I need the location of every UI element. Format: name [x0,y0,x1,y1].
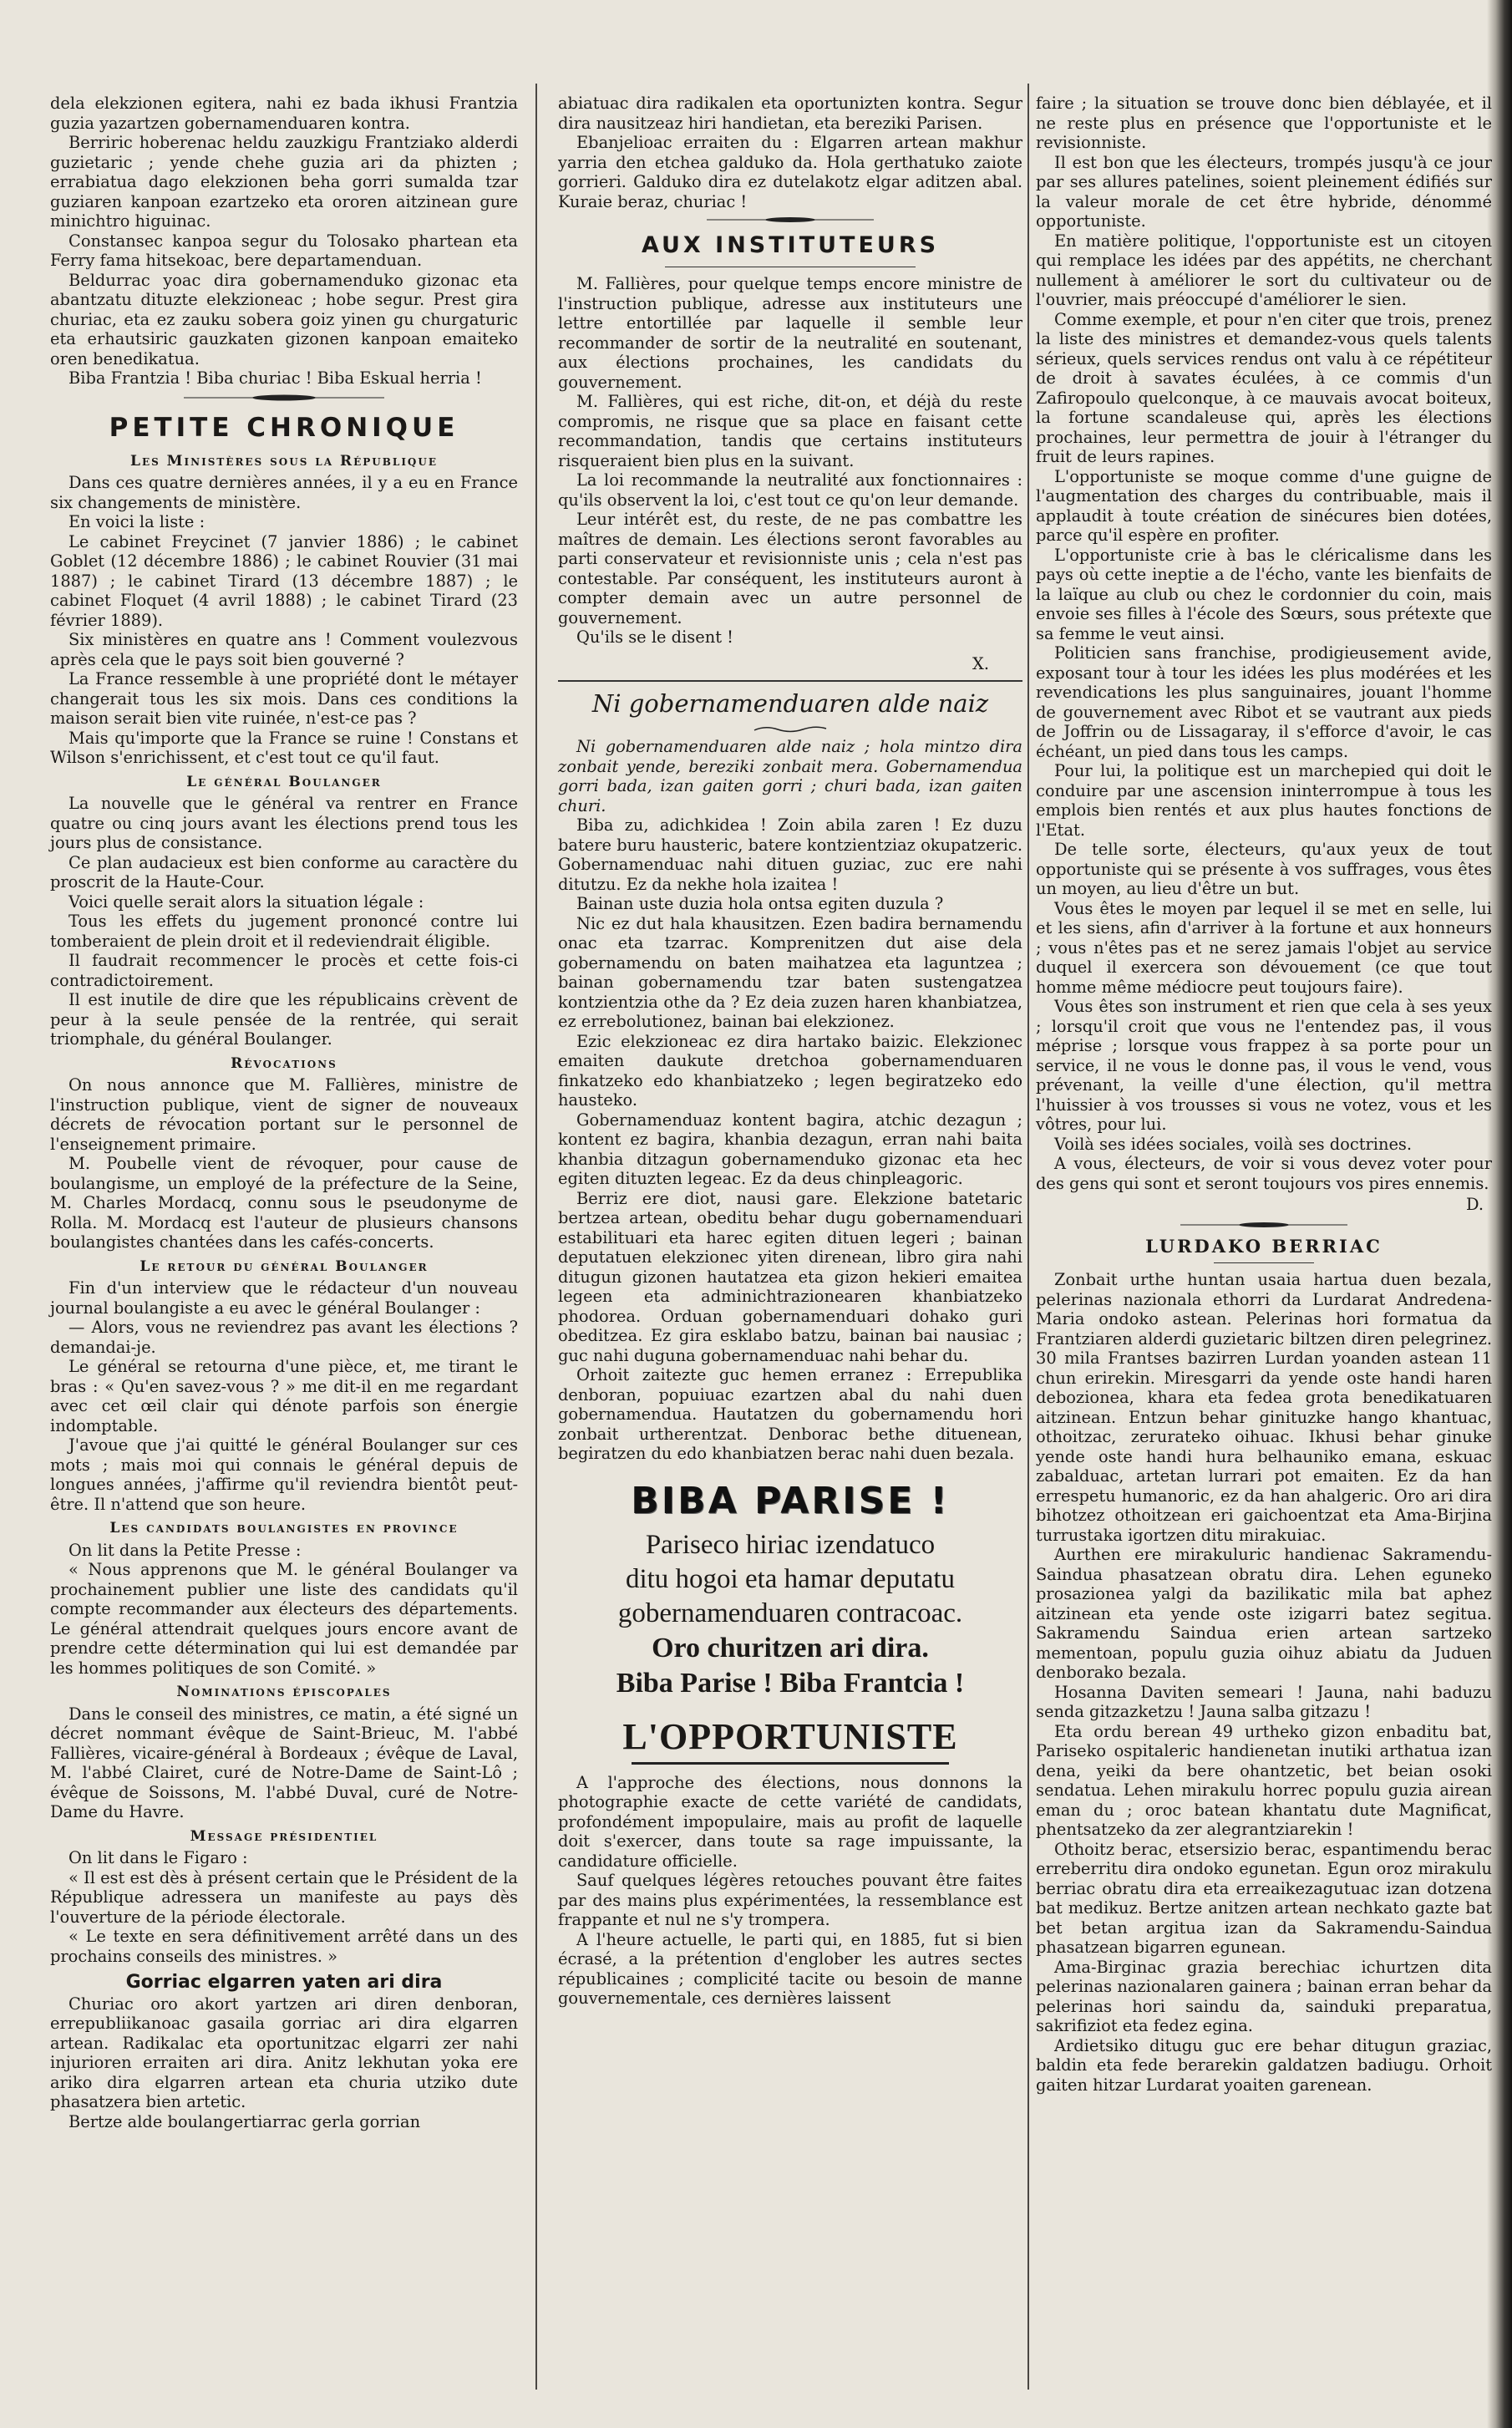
signature: D. [1465,1195,1484,1214]
column-rule [535,84,537,2390]
paragraph: On lit dans la Petite Presse : [68,1540,302,1560]
section-title-opportuniste: L'OPPORTUNISTE [622,1715,958,1757]
paragraph: Orhoit zaitezte guc hemen erranez : Errepublika denboran, popuiuac ezartzen abal du nahi duen gobernamendua. Hautatzen du gobernamendu hori zonbait urtherentzat. Denborac bethe dituenean, begiratzen du edo khanbiatzen berac nahi duen bezala. [558,1365,1022,1463]
paragraph: A vous, électeurs, de voir si vous devez voter pour des gens qui sont et seront toujours vos pires ennemis. [1036,1154,1492,1193]
paragraph: M. Poubelle vient de révoquer, pour cause de boulangisme, un employé de la préfecture de la Seine, M. Charles Mordacq, connu sous le pseudonyme de Rolla. M. Mordacq est l'auteur de plusieurs chansons boulangistes chantées dans les cafés-concerts. [50,1154,518,1252]
paragraph: A l'heure actuelle, le parti qui, en 1885, fut si bien écrasé, a la prétention d'englober les autres sectes républicaines ; complicité tacite ou besoin de manne gouvernementale, ces dernières laissent [558,1929,1022,2008]
paragraph: Leur intérêt est, du reste, de ne pas combattre les maîtres de demain. Les élections seront favorables au parti conservateur et revisionniste unis ; cela n'est pas contestable. Par conséquent, les instituteurs auront à compter demain avec un autre personnel de gouvernement. [558,510,1022,627]
paragraph: Le cabinet Freycinet (7 janvier 1886) ; le cabinet Goblet (12 décembre 1886) ; le cabinet Rouvier (31 mai 1887) ; le cabinet Tirard (13 décembre 1887) ; le cabinet Floquet (4 avril 1888) ; le cabinet Tirard (23 février 1889). [50,531,518,630]
paragraph: Politicien sans franchise, prodigieusement avide, exposant tour à tour les idées les plus modérées et les revendications les plus sanguinaires, jouant l'homme de gouvernement avec Ribot et se vautrant aux pieds de Joffrin ou de Lissagaray, il s'efforce d'avoir, le cas échéant, un pied dans tous les camps. [1036,643,1492,761]
paragraph: Tous les effets du jugement prononcé contre lui tomberaient de plein droit et il redeviendrait éligible. [50,912,518,951]
paragraph: Comme exemple, et pour n'en citer que trois, prenez la liste des ministres et demandez-vous quels talents sérieux, quels services rendus ont valu à ce répétiteur de droit à savates éculées, à ce commis d'un Zafiropoulo quelconque, à ce mauvais avocat boiteux, la fortune scandaleuse qui, après les élections prochaines, leur permettra de jouir à l'étranger du fruit de leurs rapines. [1036,309,1492,466]
paragraph: Berriz ere diot, nausi gare. Elekzione batetaric bertzea artean, obeditu behar dugu gobernamenduari estabilituari eta harec egiten dituen legeri ; bainan deputatuen elekzionec yiten direnean, libro gira nahi ditugun gizonen hautatzea eta gizon hekieri emaitea legeen eta adminichtrazionearen khanbiatzeko phodorea. Orduan gobernamenduari dohako guri obeditzea. Ez gira esklabo batzu, bainan bai nausiac ; guc nahi duguna gobernamenduac nahi behar du. [558,1188,1022,1365]
paragraph: On nous annonce que M. Fallières, ministre de l'instruction publique, vient de signer de nouveaux décrets de révocation portant sur le personnel de l'enseignement primaire. [50,1075,518,1154]
paragraph: Qu'ils se le disent ! [576,627,733,647]
subheading: Message présidentiel [190,1827,378,1845]
paragraph: Voilà ses idées sociales, voilà ses doctrines. [1054,1134,1413,1154]
divider [558,680,1022,682]
paragraph: « Nous apprenons que M. le général Boulanger va prochainement publier une liste des candidats qu'il compte recommander aux électeurs des départements. Le général attendrait quelques jours encore avant de prendre cette détermination qui lui est demandée par les hommes politiques de son Comité. » [50,1560,518,1678]
signature: X. [972,653,989,673]
paragraph: Vous êtes le moyen par lequel il se met en selle, lui et les siens, afin d'arriver à la fortune et aux honneurs ; vous n'êtes pas et ne serez jamais l'objet au service duquel il exercera son dévouement (ce que tout homme même médiocre peut toujours faire). [1036,898,1492,997]
paragraph: Biba Frantzia ! Biba churiac ! Biba Eskual herria ! [68,368,482,388]
paragraph: L'opportuniste se moque comme d'une guigne de l'augmentation des charges du contribuable, mais il applaudit à toute création de sinécures bien dotées, parce qu'il espère en profiter. [1036,466,1492,545]
paragraph: M. Fallières, pour quelque temps encore ministre de l'instruction publique, adresse aux instituteurs une lettre entortillée par laquelle il semble leur recommander de sortir de la neutralité en soutenant, aux élections prochaines, les candidats du gouvernement. [558,274,1022,392]
paragraph: On lit dans le Figaro : [68,1848,248,1867]
biba-parise-banner: BIBA PARISE ! [631,1479,950,1522]
paragraph: Hosanna Daviten semeari ! Jauna, nahi baduzu senda gitzazketzu ! Jauna salba gitzazu ! [1036,1682,1492,1721]
ornamental-rule [707,215,874,225]
paragraph: Constansec kanpoa segur du Tolosako phartean eta Ferry fama hitsekoac, bere departamenduan. [50,231,518,270]
paragraph: Six ministères en quatre ans ! Comment voulezvous après cela que le pays soit bien gouverné ? [50,630,518,669]
tilde-ornament [753,725,828,734]
paragraph: De telle sorte, électeurs, qu'aux yeux de tout opportuniste qui se présente à vos suffrages, vous êtes un moyen, au lieu d'être un but. [1036,840,1492,898]
paragraph: L'opportuniste crie à bas le cléricalisme dans les pays où cette ineptie a de l'écho, vante les bienfaits de la laïque au club ou chez le cordonnier du coin, mais envoie ses filles à l'école des Sœurs, sous prétexte que sa femme le veut ainsi. [1036,545,1492,643]
paragraph: Il est inutile de dire que les républicains crèvent de peur à la seule pensée de la rentrée, qui serait triomphale, du général Boulanger. [50,990,518,1049]
paragraph: dela elekzionen egitera, nahi ez bada ikhusi Frantzia guzia yazartzen gobernamenduaren kontra. [50,94,518,133]
column-rule [1027,84,1029,2390]
article-title-gorriac: Gorriac elgarren yaten ari dira [125,1972,443,1993]
paragraph: Beldurrac yoac dira gobernamenduko gizonac eta abantzatu dituzte elekzioneac ; hobe segur. Prest gira churiac, eta ez zauku sobera goiz yinen gu churgaturic eta erhautsiric gauzkaten gizonen kanpoan emaiteko oren benedikatua. [50,270,518,368]
subheading: Le retour du général Boulanger [140,1257,429,1275]
title-underline [632,1762,949,1765]
notice-line: gobernamenduaren contracoac. [617,1598,963,1628]
notice-line: Oro churitzen ari dira. [652,1632,929,1664]
paragraph: « Le texte en sera définitivement arrêté dans un des prochains conseils des ministres. » [50,1927,518,1966]
subheading: Le général Boulanger [186,773,382,790]
column-3 [1036,94,1492,2095]
ornamental-rule [1180,1220,1347,1230]
subheading: Nominations épiscopales [176,1684,392,1700]
paragraph: En matière politique, l'opportuniste est un citoyen qui remplace les idées par des appétits, ne cherchant nullement à améliorer le sort du cultivateur ou de l'ouvrier, mais préoccupé d'améliorer le sien. [1036,231,1492,309]
paragraph: Berriric hoberenac heldu zauzkigu Frantziako alderdi guzietaric ; yende chehe guzia ari da phizten ; errabiatua dago elekzionen beha gorri sumalda tzar guziaren kanpoan ezartzeko eta ororen aitzinean gure minichtro higuinac. [50,133,518,231]
paragraph: Il faudrait recommencer le procès et cette fois-ci contradictoirement. [50,951,518,990]
section-title-petite-chronique: PETITE CHRONIQUE [109,412,459,443]
paragraph: Bertze alde boulangertiarrac gerla gorrian [68,2111,421,2131]
paragraph: Ni gobernamenduaren alde naiz ; hola mintzo dira zonbait yende, bereziki zonbait mera. Gobernamendua gorri bada, izan gaiten gorri ; churi bada, izan gaiten churi. [558,737,1022,815]
divider [1214,1262,1314,1263]
paragraph: Aurthen ere mirakuluric handienac Sakramendu-Saindua phasatzean obratu dira. Lehen eguneko prosazionea yalgi da bazilikatic mila bat aphez aitzinean eta yende oste izigarri batez segitua. Sakramendu Saindua erien artean sartzeko mementoan, populu guzia oihuz abiatu da Juduen denborako bezala. [1036,1545,1492,1682]
paragraph: Ama-Birginac grazia berechiac ichurtzen dita pelerinas nazionalaren gainera ; bainan erran behar da pelerinas hori saindu da, sainduki preparatua, sakrifiziot eta fedez egina. [1036,1957,1492,2035]
notice-line: Biba Parise ! Biba Frantcia ! [616,1667,965,1699]
paragraph: Sauf quelques légères retouches pouvant être faites par des mains plus expérimentées, la ressemblance est frappante et nul ne s'y trompera. [558,1871,1022,1929]
section-title-lurdako: LURDAKO BERRIAC [1145,1235,1383,1257]
paragraph: « Il est est dès à présent certain que le Président de la République adressera un manifeste au pays dès l'ouverture de la période électorale. [50,1867,518,1927]
paragraph: Zonbait urthe huntan usaia hartua duen bezala, pelerinas nazionala ethorri da Lurdarat Andredena-Maria ondoko astean. Pelerinas hori formatua da Frantziaren alderdi guzietaric biltzen diren pelegrinez. 30 mila Frantses bazirren Lurdan yoanden astean 11 chun erirekin. Miresgarri da yende oste handi haren debozionea, khara eta fedea grota benedikatuaren aitzinean. Entzun behar ginituzke hango khantuac, othoitzac, zerurateko oihuac. Ikhusi behar ginuke yende oste handi hura belhauniko emana, eskuac zabalduac, artetan lurrari pot emaiten. Ez da han errespetu humanoric, ez da han ahalgeric. Oro ari dira bihotzez othoitzean eri gaichoentzat eta Ama-Birjina turrustaka igortzen ditu mirakuiac. [1036,1270,1492,1545]
paragraph: A l'approche des élections, nous donnons la photographie exacte de cette variété de candidats, profondément impopulaire, mais au profit de laquelle doit s'exercer, dans toute sa rage impuissante, la candidature officielle. [558,1772,1022,1871]
notice-line: ditu hogoi eta hamar deputatu [625,1563,956,1594]
paragraph: En voici la liste : [68,512,205,531]
paragraph: La nouvelle que le général va rentrer en France quatre ou cinq jours avant les élections prend tous les jours plus de consistance. [50,794,518,852]
paragraph: Eta ordu berean 49 urtheko gizon enbaditu bat, Pariseko ospitaleric handienetan inutiki arthatua izan dena, yeiki da bere ohantzetic, bet beian osoki sendatua. Lehen mirakulu horrec populu guzia airean eman du ; oroc batean khantatu dute Magnificat, phentsatzeko da zer alegrantziarekin ! [1036,1721,1492,1839]
notice-line: Pariseco hiriac izendatuco [645,1529,936,1560]
paragraph: Vous êtes son instrument et rien que cela à ses yeux ; lorsqu'il croit que vous ne l'entendez pas, il vous méprise ; lorsque vous frappez à sa porte pour un service, il ne vous le donne pas, il vous le vend, vous prévenant, la veille d'une élection, qu'il mettra l'huissier à vos trousses si vous ne votez, vous et les vôtres, pour lui. [1036,997,1492,1134]
paragraph: Ardietsiko ditugu guc ere behar ditugun graziac, baldin eta fede berarekin galdatzen badiugu. Orhoit gaiten hitzar Lurdarat yoaiten garenean. [1036,2035,1492,2095]
paragraph: Mais qu'importe que la France se ruine ! Constans et Wilson s'enrichissent, et c'est tout ce qu'il faut. [50,728,518,767]
paragraph: Voici quelle serait alors la situation légale : [68,891,424,912]
paragraph: Dans le conseil des ministres, ce matin, a été signé un décret nommant évêque de Saint-Brieuc, M. l'abbé Fallières, vicaire-général à Bordeaux ; évêque de Laval, M. l'abbé Clairet, curé de Notre-Dame de Saint-Lô ; évêque de Soissons, M. l'abbé Duval, curé de Notre-Dame du Havre. [50,1704,518,1821]
paragraph: Fin d'un interview que le rédacteur d'un nouveau journal boulangiste a eu avec le général Boulanger : [50,1278,518,1318]
paragraph: Ebanjelioac erraiten du : Elgarren artean makhur yarria den etchea galduko da. Hola gerthatuko zaiote gorrieri. Galduko dira ez dutelakotz elgar aditzen abal. Kuraie beraz, churiac ! [558,133,1022,211]
paragraph: Il est bon que les électeurs, trompés jusqu'à ce jour par ses allures patelines, soient pleinement édifiés sur la valeur morale de cet être hybride, dénommé opportuniste. [1036,152,1492,231]
paragraph: Bainan uste duzia hola ontsa egiten duzula ? [576,894,944,913]
subheading: Les Ministères sous la République [130,452,438,470]
section-title-instituteurs: AUX INSTITUTEURS [641,232,940,258]
paragraph: Nic ez dut hala khausitzen. Ezen badira bernamendu onac eta tzarrac. Komprenitzen dut aise dela gobernamendu on baten maihatzea eta laguntzea ; bainan gobernamendu tzar baten sustengatzea kontzientzia othe da ? Ez deia zuzen haren khanbiatzea, ez errebolutionez, bainan bai elekzionez. [558,913,1022,1031]
paragraph: Ezic elekzioneac ez dira hartako baizic. Elekzionec emaiten daukute dretchoa gobernamenduaren finkatzeko edo khanbiatzeko ; legen begiratzeko edo hausteko. [558,1031,1022,1110]
paragraph: — Alors, vous ne reviendrez pas avant les élections ? demandai-je. [50,1318,518,1357]
paragraph: Ce plan audacieux est bien conforme au caractère du proscrit de la Haute-Cour. [50,852,518,891]
subheading: Les candidats boulangistes en province [109,1520,459,1537]
column-2 [558,94,1022,2009]
paragraph: abiatuac dira radikalen eta oportunizten kontra. Segur dira nausitzeaz hiri handietan, eta bereziki Parisen. [558,94,1022,133]
paragraph: Pour lui, la politique est un marchepied qui doit le conduire par une ascension ininterrompue à tous les emplois bien rentés et aux plus hautes fonctions de l'Etat. [1036,761,1492,840]
paragraph: Churiac oro akort yartzen ari diren denboran, errepubliikanoac gasaila gorriac ari dira elgarren artean. Radikalac eta oportunitzac elgarri zer nahi injurioren erraiten ari dira. Anitz lekhutan yoka ere ariko dira elgarren artean eta churia utziko dute phasatzera bien artetic. [50,1994,518,2111]
ornamental-rule [184,392,384,404]
paragraph: Gobernamenduaz kontent bagira, atchic dezagun ; kontent ez bagira, khanbia dezagun, erran nahi baita khanbia ditzagun gobernamenduko gizonac eta hec egiten dituzten legeac. Ez da deus chinpleagoric. [558,1110,1022,1188]
article-title-ni-gober: Ni gobernamenduaren alde naiz [591,689,989,718]
paragraph: M. Fallières, qui est riche, dit-on, et déjà du reste compromis, ne risque que sa place en faisant cette recommandation, tandis que certains instituteurs risqueraient bien plus en la suivant. [558,392,1022,470]
paragraph: faire ; la situation se trouve donc bien déblayée, et il ne reste plus en présence que l'opportuniste et le revisionniste. [1036,94,1492,152]
paragraph: Le général se retourna d'une pièce, et, me tirant le bras : « Qu'en savez-vous ? » me dit-il en me regardant avec cet œil clair qui dénote parfois son énergie indomptable. [50,1357,518,1435]
paragraph: Dans ces quatre dernières années, il y a eu en France six changements de ministère. [50,473,518,512]
paragraph: La loi recommande la neutralité aux fonctionnaires : qu'ils observent la loi, c'est tout ce qu'on leur demande. [558,470,1022,510]
paragraph: La France ressemble à une propriété dont le métayer changerait tous les six mois. Dans ces conditions la maison serait bien vite ruinée, n'est-ce pas ? [50,669,518,728]
column-1 [50,94,518,2131]
paragraph: Biba zu, adichkidea ! Zoin abila zaren ! Ez duzu batere buru hausteric, batere kontzientziaz okupatzeric. Gobernamenduac nahi dituen guziac, zuc ere nahi ditutzu. Ez da nekhe hola izaitea ! [558,815,1022,894]
paragraph: Othoitz berac, etsersizio berac, espantimendu berac erreberritu dira ondoko egunetan. Egun oroz mirakulu berriac obratu dira eta erreaikezagutuac izan dotzena bat medikuz. Bertze anitzen artean nechkato gazte bat bet betan argitua izan da Sakramendu-Saindua phasatzean bigarren egunean. [1036,1839,1492,1957]
paragraph: J'avoue que j'ai quitté le général Boulanger sur ces mots ; mais moi qui connais le général depuis de longues années, j'affirme qu'il reviendra bientôt peut-être. Il n'attend que son heure. [50,1435,518,1514]
subheading: Révocations [231,1054,337,1072]
